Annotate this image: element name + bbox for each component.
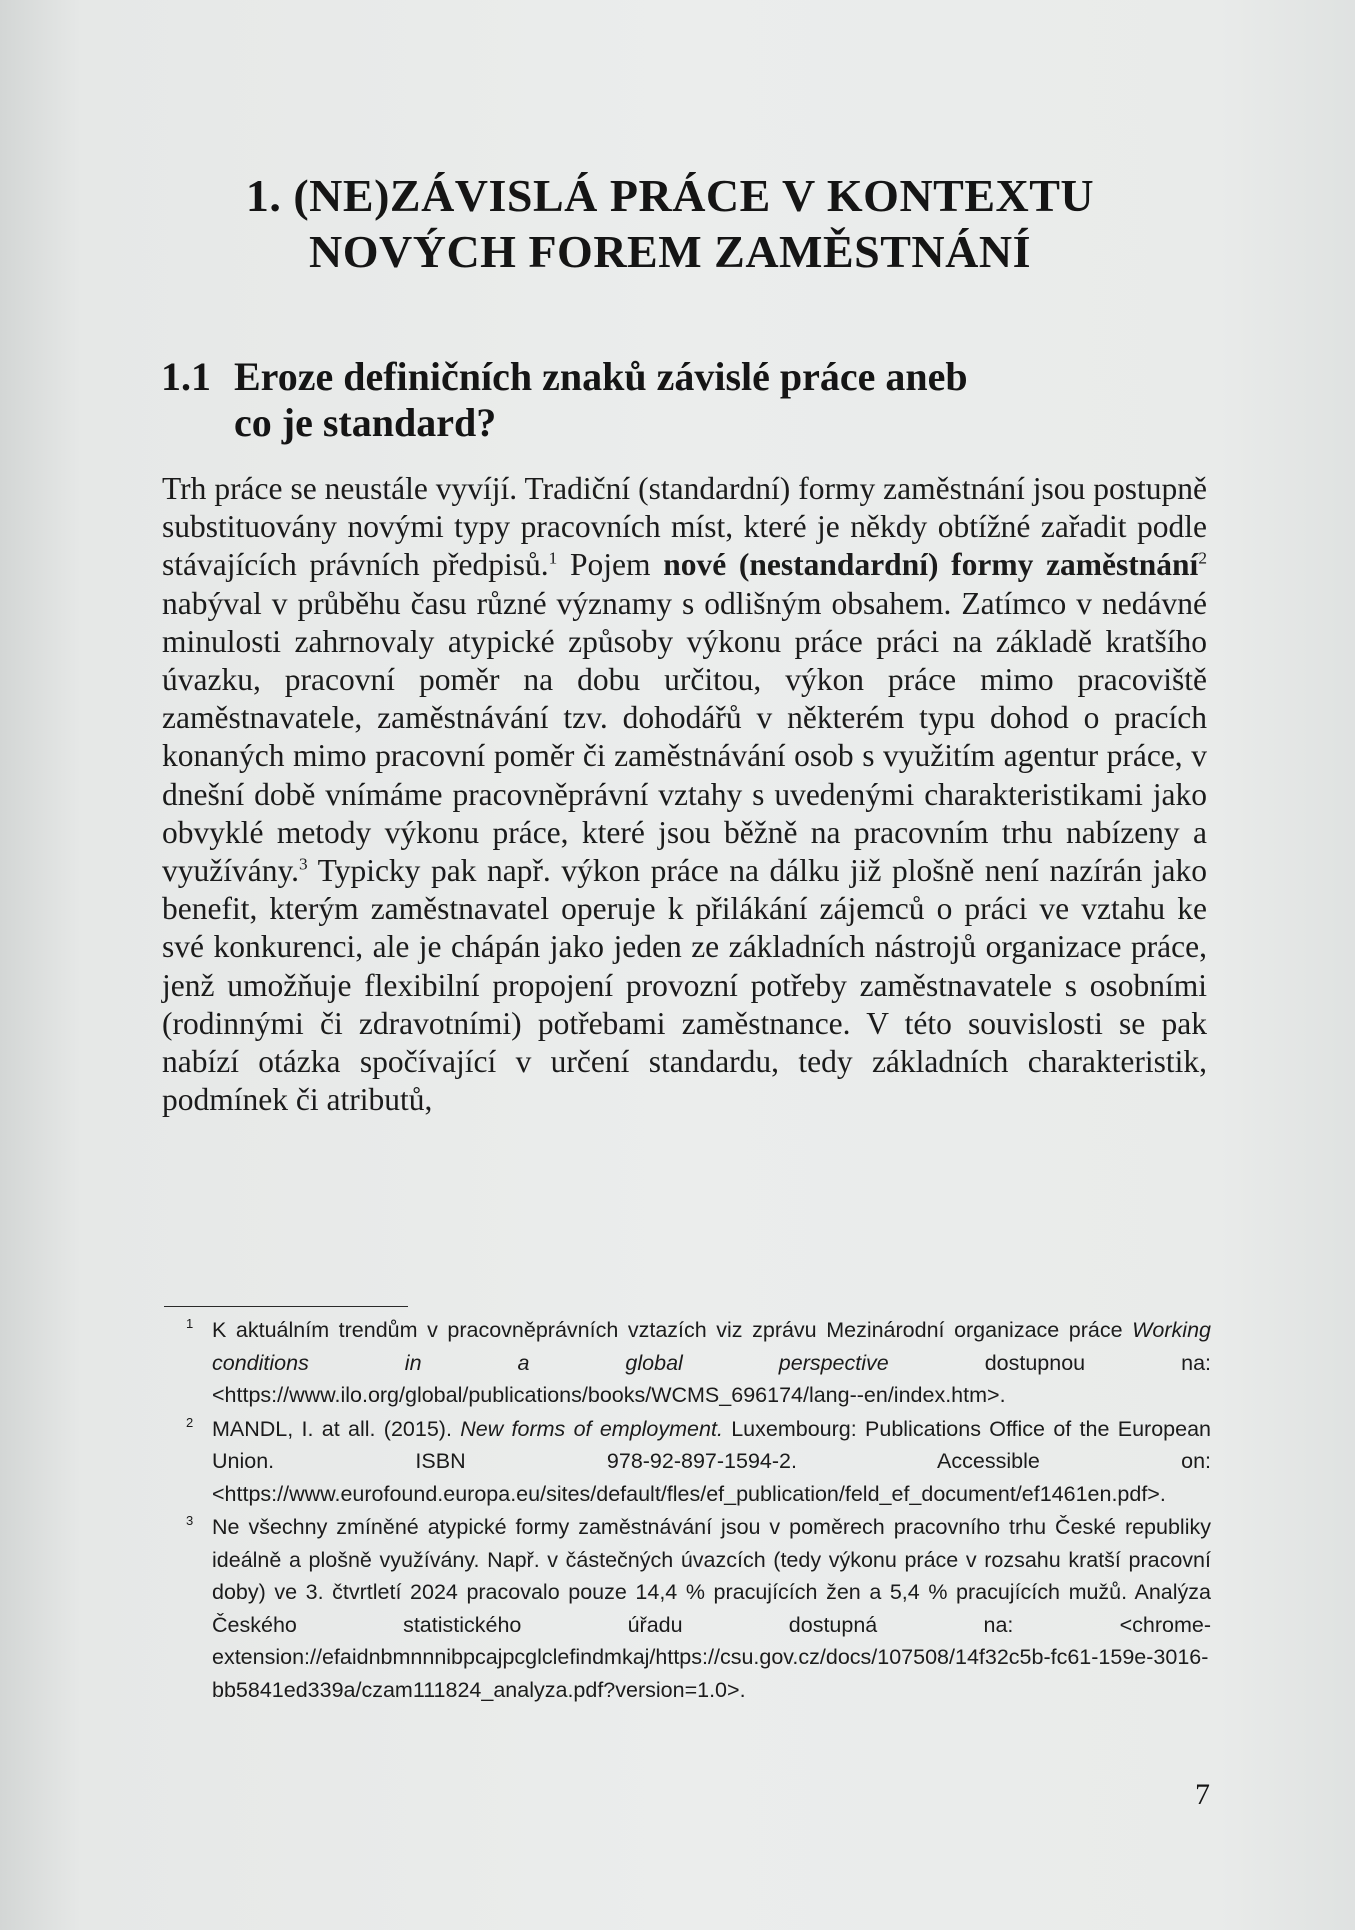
footnote-divider [164, 1306, 408, 1307]
section-title-line-2: co je standard? [234, 400, 497, 445]
body-text [162, 470, 1207, 1119]
footnote-text: Luxembourg: Publications Office of the European Union. ISBN 978-92-897-1594-2. Accessible on: <https://www.eurofound.europa.eu/sites/default/fles/ef_publication/feld_ef_document/ef1461en.pdf>. [212, 1416, 1211, 1506]
footnote-mark: 1 [186, 1316, 194, 1331]
footnote-reference-2[interactable]: 2 [1198, 548, 1207, 568]
footnote-mark: 2 [186, 1414, 194, 1430]
footnote-reference-1[interactable]: 1 [548, 548, 558, 568]
body-text-segment: Typicky pak např. výkon práce na dálku již plošně není nazírán jako benefit, kterým zaměstnavatel operuje k přilákání zájemců o práci ve vztahu ke své konkurenci, ale je chápán jako jeden ze základních nástrojů organizace práce, jenž umožňuje flexibilní propojení provozní potřeby zaměstnavatele s osobními (rodinnými či zdravotními) potřebami zaměstnance. V této souvislosti se pak nabízí otázka spočívající v určení standardu, tedy základních charakteristik, podmínek či atributů, [162, 853, 1207, 1118]
footnote-italic-title: New forms of employment. [460, 1416, 723, 1441]
chapter-title [160, 168, 1180, 280]
footnote-1 [186, 1314, 1211, 1412]
bold-term: nové (nestandardní) formy zaměstnání [663, 547, 1199, 583]
footnote-italic-title: Working conditions in a global perspective [212, 1318, 1211, 1375]
footnote-text: MANDL, I. at all. (2015). [212, 1416, 461, 1441]
footnote-reference-3[interactable]: 3 [299, 854, 308, 874]
footnote-text: dostupnou na: <https://www.ilo.org/global/publications/books/WCMS_696174/lang--en/index.htm>. [212, 1350, 1211, 1407]
section-number: 1.1 [161, 354, 211, 399]
section-title-line-1: Eroze definičních znaků závislé práce aneb [234, 354, 968, 399]
body-text-segment: Pojem [557, 547, 664, 583]
chapter-title-line-1: 1. (NE)ZÁVISLÁ PRÁCE V KONTEXTU [245, 170, 1095, 221]
body-text-segment: Trh práce se neustále vyvíjí. Tradiční (standardní) formy zaměstnání jsou postupně substituovány novými typy pracovních míst, které je někdy obtížné zařadit podle stávajících právních předpisů. [162, 471, 1207, 583]
footnotes [186, 1314, 1211, 1707]
chapter-title-line-2: NOVÝCH FOREM ZAMĚSTNÁNÍ [309, 226, 1031, 277]
footnote-text: Ne všechny zmíněné atypické formy zaměstnávání jsou v poměrech pracovního trhu České republiky ideálně a plošně využívány. Např. v částečných úvazcích (tedy výkonu práce v rozsahu kratší pracovní doby) ve 3. čtvrtletí 2024 pracovalo pouze 14,4 % pracujících žen a 5,4 % pracujících mužů. Analýza Českého statistického úřadu dostupná na: <chrome-extension://efaidnbmnnnibpcajpcglclefindmkaj/https://csu.gov.cz/docs/107508/14f32c5b-fc61-159e-3016-bb5841ed339a/czam111824_analyza.pdf?version=1.0>. [212, 1515, 1211, 1702]
body-text-segment: nabýval v průběhu času různé významy s odlišným obsahem. Zatímco v nedávné minulosti zahrnovaly atypické způsoby výkonu práce práci na základě kratšího úvazku, pracovní poměr na dobu určitou, výkon práce mimo pracoviště zaměstnavatele, zaměstnávání tzv. dohodářů v některém typu dohod o pracích konaných mimo pracovní poměr či zaměstnávání osob s využitím agentur práce, v dnešní době vnímáme pracovněprávní vztahy s uvedenými charakteristikami jako obvyklé metody výkonu práce, které jsou běžně na pracovním trhu nabízeny a využívány. [162, 585, 1207, 889]
body-paragraph [162, 470, 1207, 1119]
footnote-3 [186, 1511, 1211, 1706]
footnote-2 [186, 1413, 1211, 1511]
page-number: 7 [1195, 1778, 1210, 1811]
footnote-mark: 3 [186, 1513, 194, 1528]
footnote-text: K aktuálním trendům v pracovněprávních vztazích viz zprávu Mezinárodní organizace práce [212, 1318, 1133, 1342]
